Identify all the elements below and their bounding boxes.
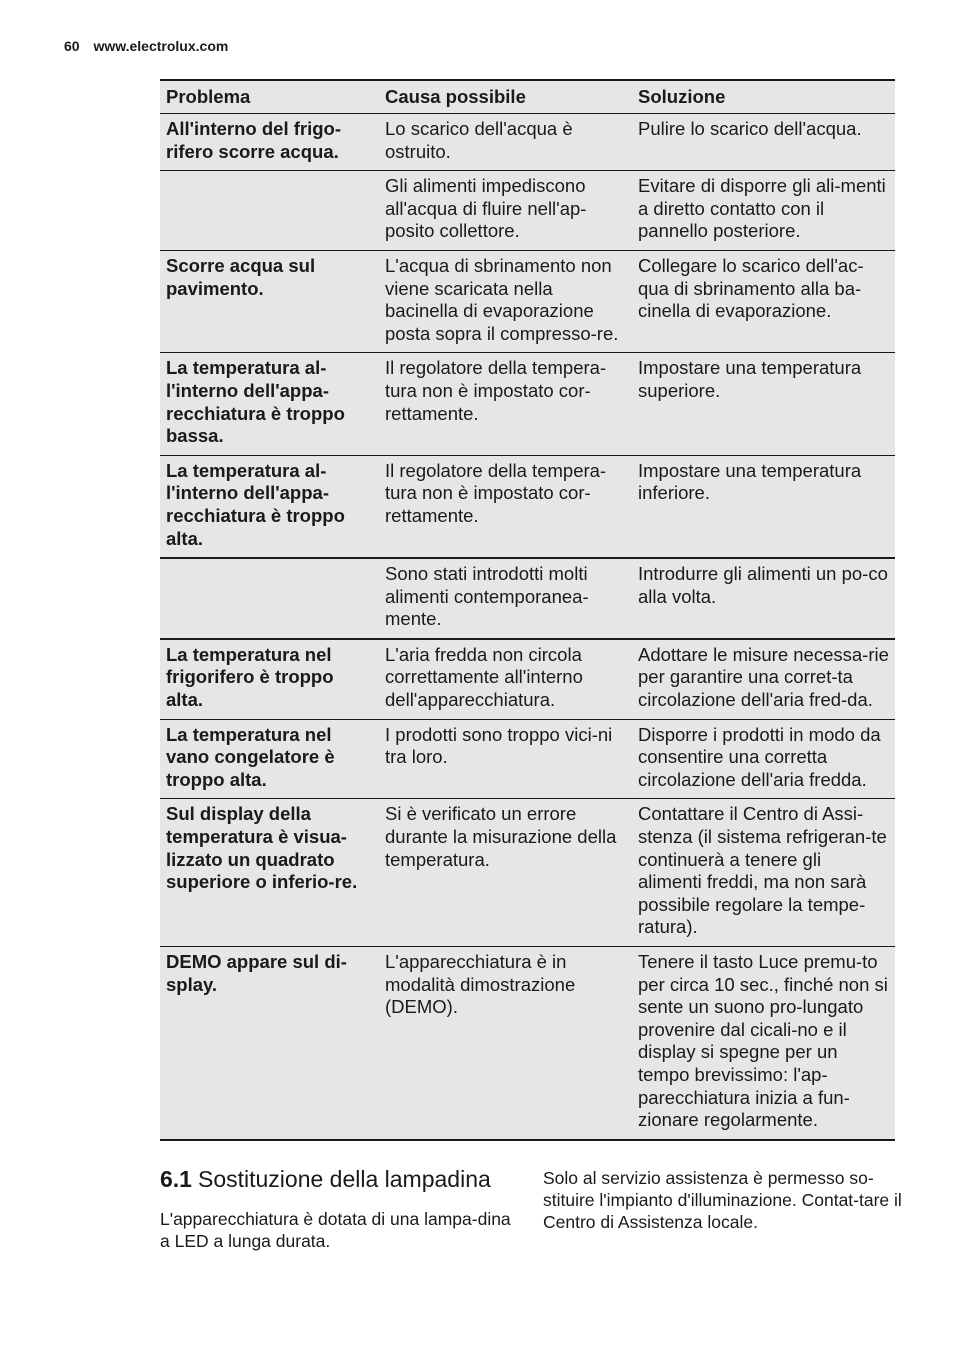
solution-cell: Evitare di disporre gli ali-menti a diretto contatto con il pannello posteriore. (632, 171, 895, 251)
problem-cell: DEMO appare sul di-splay. (160, 947, 379, 1140)
solution-cell: Contattare il Centro di Assi-stenza (il sistema refrigeran-te continuerà a tenere gli alimenti freddi, ma non sarà possibile regolare la tempe-ratura). (632, 799, 895, 947)
table-row (160, 353, 895, 455)
problem-cell: La temperatura nel vano congelatore è troppo alta. (160, 719, 379, 799)
table-row (160, 114, 895, 171)
cause-cell: Sono stati introdotti molti alimenti contemporanea-mente. (379, 558, 632, 639)
table-row (160, 558, 895, 639)
problem-cell: Scorre acqua sul pavimento. (160, 250, 379, 352)
problem-cell: La temperatura al-l'interno dell'appa-recchiatura è troppo bassa. (160, 353, 379, 455)
section-heading (160, 1166, 491, 1193)
solution-cell: Impostare una temperatura inferiore. (632, 455, 895, 558)
site-url: www.electrolux.com (93, 38, 229, 54)
solution-cell: Tenere il tasto Luce premu-to per circa 10 sec., finché non si sente un suono pro-lungato provenire dal cicali-no e il display si spegne per un tempo brevissimo: l'ap-parecchiatura inizia a fun-zionare regolarmente. (632, 947, 895, 1140)
solution-cell: Disporre i prodotti in modo da consentire una corretta circolazione dell'aria fredda. (632, 719, 895, 799)
cause-cell: Gli alimenti impediscono all'acqua di fluire nell'ap-posito collettore. (379, 171, 632, 251)
problem-cell: La temperatura al-l'interno dell'appa-recchiatura è troppo alta. (160, 455, 379, 558)
table-row (160, 455, 895, 558)
cause-cell: Il regolatore della tempera-tura non è impostato cor-rettamente. (379, 353, 632, 455)
troubleshooting-table (160, 79, 895, 1141)
section-title: Sostituzione della lampadina (197, 1166, 491, 1192)
problem-cell (160, 558, 379, 639)
problem-cell: All'interno del frigo-rifero scorre acqua. (160, 114, 379, 171)
problem-cell: Sul display della temperatura è visua-lizzato un quadrato superiore o inferio-re. (160, 799, 379, 947)
solution-cell: Introdurre gli alimenti un po-co alla volta. (632, 558, 895, 639)
table-row (160, 947, 895, 1140)
column-header-problem: Problema (160, 80, 379, 114)
solution-cell: Impostare una temperatura superiore. (632, 353, 895, 455)
solution-cell: Adottare le misure necessa-rie per garantire una corret-ta circolazione dell'aria fred-da. (632, 639, 895, 719)
table-row (160, 799, 895, 947)
column-header-cause: Causa possibile (379, 80, 632, 114)
cause-cell: Il regolatore della tempera-tura non è impostato cor-rettamente. (379, 455, 632, 558)
cause-cell: L'apparecchiatura è in modalità dimostrazione (DEMO). (379, 947, 632, 1140)
page-number: 60 (64, 38, 80, 54)
problem-cell: La temperatura nel frigorifero è troppo alta. (160, 639, 379, 719)
problem-cell (160, 171, 379, 251)
section-paragraph-right (543, 1167, 903, 1233)
solution-cell: Collegare lo scarico dell'ac-qua di sbrinamento alla ba-cinella di evaporazione. (632, 250, 895, 352)
cause-cell: L'aria fredda non circola correttamente all'interno dell'apparecchiatura. (379, 639, 632, 719)
table-row (160, 639, 895, 719)
section-paragraph-left (160, 1208, 520, 1252)
paragraph-text: L'apparecchiatura è dotata di una lampa-dina a LED a lunga durata. (160, 1209, 511, 1251)
page-header (64, 38, 228, 54)
table-row (160, 171, 895, 251)
table-row (160, 719, 895, 799)
cause-cell: Lo scarico dell'acqua è ostruito. (379, 114, 632, 171)
table-header-row (160, 80, 895, 114)
table-row (160, 250, 895, 352)
paragraph-text: Solo al servizio assistenza è permesso so-stituire l'impianto d'illuminazione. Contat-tare il Centro di Assistenza locale. (543, 1168, 902, 1232)
section-number: 6.1 (160, 1166, 192, 1192)
cause-cell: L'acqua di sbrinamento non viene scaricata nella bacinella di evaporazione posta sopra il compresso-re. (379, 250, 632, 352)
solution-cell: Pulire lo scarico dell'acqua. (632, 114, 895, 171)
column-header-solution: Soluzione (632, 80, 895, 114)
cause-cell: Si è verificato un errore durante la misurazione della temperatura. (379, 799, 632, 947)
cause-cell: I prodotti sono troppo vici-ni tra loro. (379, 719, 632, 799)
